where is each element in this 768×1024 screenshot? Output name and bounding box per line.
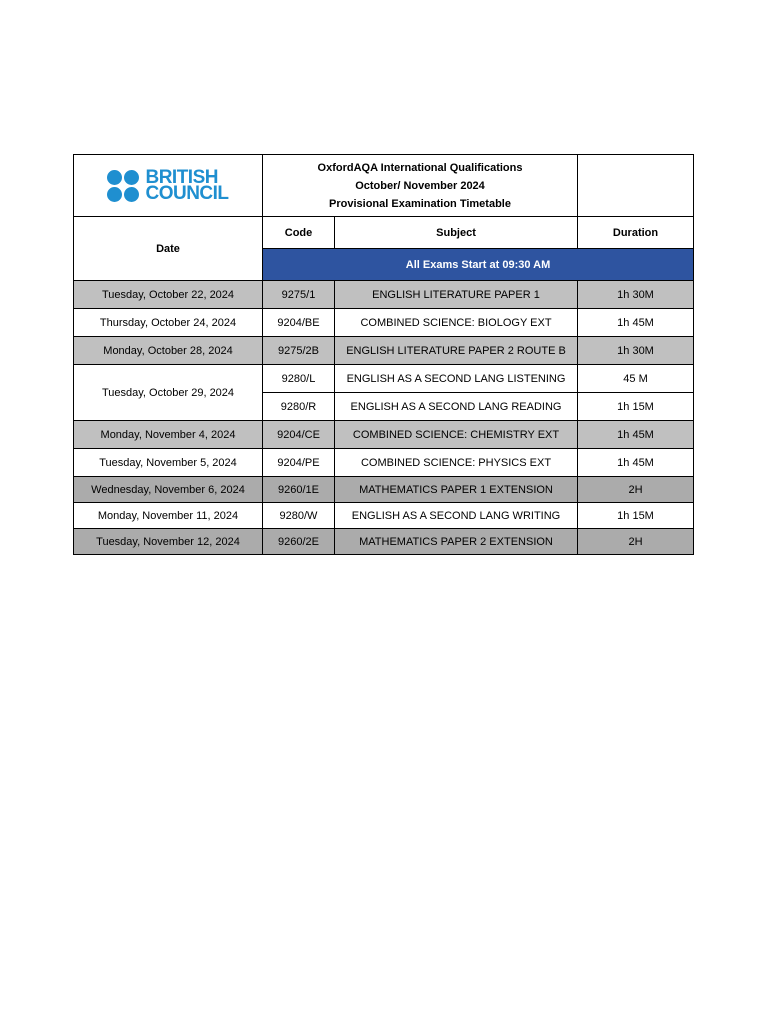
- exam-subject: COMBINED SCIENCE: CHEMISTRY EXT: [335, 421, 578, 449]
- exam-date: Tuesday, November 12, 2024: [74, 529, 263, 555]
- table-row: [74, 477, 694, 503]
- british-council-logo: [74, 166, 262, 204]
- exam-subject: ENGLISH LITERATURE PAPER 2 ROUTE B: [335, 337, 578, 365]
- exam-subject: COMBINED SCIENCE: BIOLOGY EXT: [335, 309, 578, 337]
- exam-subject: ENGLISH LITERATURE PAPER 1: [335, 281, 578, 309]
- exam-code: 9280/R: [263, 393, 335, 421]
- table-row: [74, 421, 694, 449]
- exam-duration: 1h 15M: [578, 393, 694, 421]
- exam-code: 9204/BE: [263, 309, 335, 337]
- table-row: [74, 337, 694, 365]
- exam-duration: 1h 45M: [578, 449, 694, 477]
- exam-duration: 2H: [578, 529, 694, 555]
- logo-line-2: COUNCIL: [145, 182, 229, 204]
- timetable-title: [263, 155, 578, 217]
- start-time-banner: All Exams Start at 09:30 AM: [263, 249, 694, 281]
- table-row: [74, 449, 694, 477]
- logo-dots-icon: [107, 170, 139, 202]
- exam-code: 9280/W: [263, 503, 335, 529]
- exam-date: Tuesday, November 5, 2024: [74, 449, 263, 477]
- exam-duration: 1h 15M: [578, 503, 694, 529]
- exam-date: Monday, October 28, 2024: [74, 337, 263, 365]
- table-row: [74, 503, 694, 529]
- title-line-3: Provisional Examination Timetable: [329, 197, 511, 210]
- exam-duration: 45 M: [578, 365, 694, 393]
- exam-subject: ENGLISH AS A SECOND LANG WRITING: [335, 503, 578, 529]
- code-header: Code: [263, 217, 335, 249]
- exam-code: 9260/1E: [263, 477, 335, 503]
- exam-timetable: [73, 154, 694, 555]
- exam-subject: ENGLISH AS A SECOND LANG READING: [335, 393, 578, 421]
- title-line-1: OxfordAQA International Qualifications: [317, 161, 523, 174]
- empty-header-cell: [578, 155, 694, 217]
- exam-date: Thursday, October 24, 2024: [74, 309, 263, 337]
- exam-date: Monday, November 4, 2024: [74, 421, 263, 449]
- exam-code: 9204/PE: [263, 449, 335, 477]
- exam-subject: COMBINED SCIENCE: PHYSICS EXT: [335, 449, 578, 477]
- exam-date: Tuesday, October 29, 2024: [74, 365, 263, 421]
- exam-date: Tuesday, October 22, 2024: [74, 281, 263, 309]
- table-row: [74, 309, 694, 337]
- table-row: [74, 365, 694, 393]
- duration-header: Duration: [578, 217, 694, 249]
- exam-date: Wednesday, November 6, 2024: [74, 477, 263, 503]
- exam-code: 9275/2B: [263, 337, 335, 365]
- table-row: [74, 529, 694, 555]
- exam-code: 9280/L: [263, 365, 335, 393]
- exam-subject: MATHEMATICS PAPER 1 EXTENSION: [335, 477, 578, 503]
- exam-code: 9275/1: [263, 281, 335, 309]
- exam-duration: 1h 45M: [578, 421, 694, 449]
- exam-subject: ENGLISH AS A SECOND LANG LISTENING: [335, 365, 578, 393]
- exam-code: 9260/2E: [263, 529, 335, 555]
- table-row: [74, 281, 694, 309]
- exam-date: Monday, November 11, 2024: [74, 503, 263, 529]
- date-header: Date: [74, 217, 263, 281]
- exam-duration: 2H: [578, 477, 694, 503]
- exam-duration: 1h 45M: [578, 309, 694, 337]
- logo-cell: [74, 155, 263, 217]
- subject-header: Subject: [335, 217, 578, 249]
- exam-duration: 1h 30M: [578, 281, 694, 309]
- exam-code: 9204/CE: [263, 421, 335, 449]
- logo-line-1: BRITISH: [145, 166, 218, 188]
- exam-duration: 1h 30M: [578, 337, 694, 365]
- exam-subject: MATHEMATICS PAPER 2 EXTENSION: [335, 529, 578, 555]
- title-line-2: October/ November 2024: [355, 179, 485, 192]
